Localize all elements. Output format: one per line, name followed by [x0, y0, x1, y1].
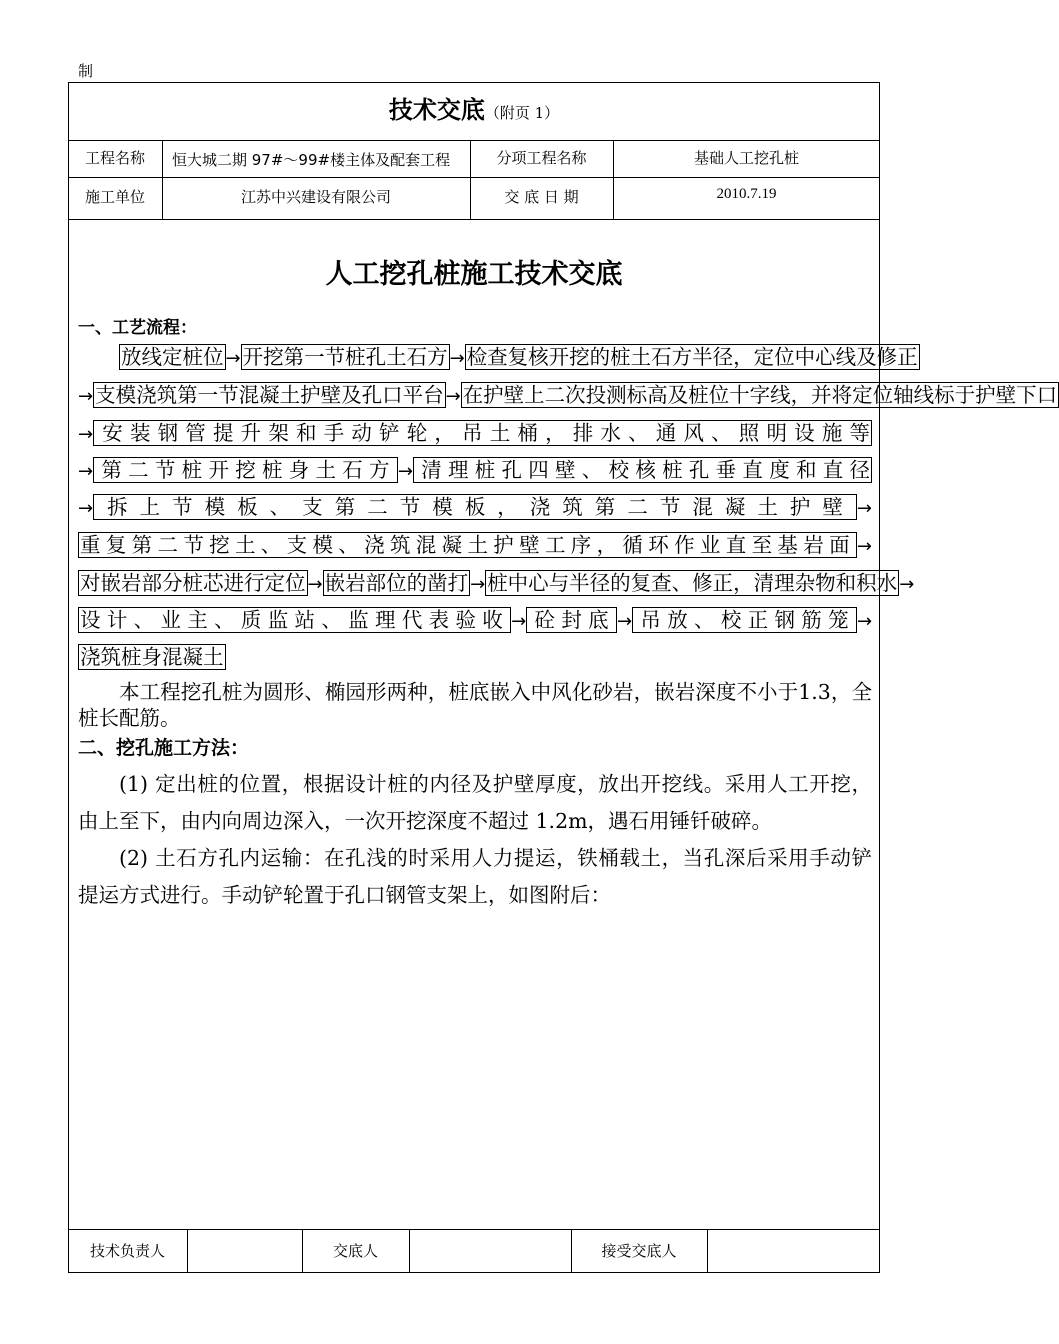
- arrow-icon: →: [899, 574, 915, 595]
- section2-title: 二、挖孔施工方法：: [78, 737, 250, 759]
- flow-step: 第二节桩开挖桩身土石方: [95, 458, 396, 482]
- arrow-icon: →: [856, 536, 872, 557]
- arrow-icon: →: [856, 498, 872, 519]
- arrow-icon: →: [397, 461, 413, 482]
- flow-step: 拆上节模板、支第二节模板，浇筑第二节混凝土护壁: [95, 495, 855, 519]
- discloser-label: 交底人: [332, 1242, 378, 1260]
- title-main: 技术交底: [388, 96, 485, 124]
- rule: [68, 219, 880, 220]
- rule: [707, 1229, 708, 1273]
- flow-line: [78, 342, 918, 372]
- flow-step: 在护壁上二次投测标高及桩位十字线，并将定位轴线标于护壁下口: [462, 383, 1058, 407]
- arrow-icon: →: [511, 611, 527, 632]
- arrow-icon: →: [78, 424, 94, 445]
- flow-step: 对嵌岩部分桩芯进行定位: [80, 571, 306, 595]
- arrow-icon: →: [856, 611, 873, 632]
- rule: [68, 1229, 880, 1230]
- arrow-icon: →: [449, 348, 465, 369]
- arrow-icon: →: [445, 386, 461, 407]
- flow-line: [78, 455, 872, 485]
- flow-step: 砼封底: [528, 608, 615, 632]
- section1-note: 本工程挖孔桩为圆形、椭园形两种，桩底嵌入中风化砂岩，嵌岩深度不小于1.3，全桩长配筋。: [78, 680, 872, 730]
- project-name-label: 工程名称: [84, 149, 145, 167]
- flow-step: 设计、业主、质监站、监理代表验收: [80, 608, 510, 632]
- contractor: 江苏中兴建设有限公司: [240, 188, 391, 206]
- flow-step: 支模浇筑第一节混凝土护壁及孔口平台: [95, 383, 444, 407]
- rule: [187, 1229, 188, 1273]
- section2-paragraph-1: (1) 定出桩的位置，根据设计桩的内径及护壁厚度，放出开挖线。采用人工开挖，由上至下，由内向周边深入，一次开挖深度不超过 1.2m，遇石用锤钎破碎。: [78, 772, 872, 833]
- sub-item: 基础人工挖孔桩: [693, 149, 799, 167]
- flow-step: 嵌岩部位的凿打: [324, 571, 469, 595]
- flow-line: [78, 605, 872, 635]
- arrow-icon: →: [78, 498, 94, 519]
- corner-mark: 制: [78, 62, 94, 80]
- flow-step: 浇筑桩身混凝土: [80, 645, 224, 669]
- arrow-icon: →: [616, 611, 633, 632]
- flow-line: [78, 642, 872, 672]
- rule: [409, 1229, 410, 1273]
- project-name: 恒大城二期 97#～99#楼主体及配套工程: [172, 151, 451, 169]
- flow-line: [78, 380, 1058, 410]
- flow-step: 检查复核开挖的桩土石方半径，定位中心线及修正: [466, 345, 918, 369]
- sub-item-label: 分项工程名称: [496, 149, 587, 167]
- flow-step: 安装钢管提升架和手动铲轮，吊土桶，排水、通风、照明设施等: [95, 421, 870, 445]
- arrow-icon: →: [225, 348, 241, 369]
- flow-step: 吊放、校正钢筋笼: [634, 608, 855, 632]
- rule: [68, 140, 880, 141]
- date: 2010.7.19: [716, 186, 777, 202]
- tech-lead-label: 技术负责人: [89, 1242, 165, 1260]
- flow-step: 放线定桩位: [121, 345, 224, 369]
- rule: [68, 177, 880, 178]
- section1-title: 一、工艺流程：: [78, 318, 197, 338]
- rule: [162, 140, 163, 219]
- contractor-label: 施工单位: [84, 188, 145, 206]
- flow-step: 桩中心与半径的复查、修正，清理杂物和积水: [487, 571, 898, 595]
- flow-step: 开挖第一节桩孔土石方: [242, 345, 448, 369]
- flow-line: [78, 492, 872, 522]
- flow-step: 重复第二节挖土、支模、浇筑混凝土护壁工序，循环作业直至基岩面: [80, 533, 855, 557]
- date-label: 交 底 日 期: [504, 188, 579, 206]
- title-sub: （附页 1）: [484, 104, 560, 122]
- receiver-label: 接受交底人: [601, 1242, 677, 1260]
- section2-paragraph-2: (2) 土石方孔内运输：在孔浅的时采用人力提运，铁桶载土，当孔深后采用手动铲提运方式进行。手动铲轮置于孔口钢管支架上，如图附后：: [78, 846, 872, 907]
- arrow-icon: →: [307, 574, 323, 595]
- arrow-icon: →: [78, 386, 94, 407]
- flow-line: [78, 418, 872, 448]
- flow-line: [78, 530, 872, 560]
- arrow-icon: →: [470, 574, 486, 595]
- flow-line: [78, 568, 915, 598]
- flow-step: 清理桩孔四壁、校核桩孔垂直度和直径: [414, 458, 871, 482]
- main-heading: 人工挖孔桩施工技术交底: [325, 259, 623, 290]
- arrow-icon: →: [78, 461, 94, 482]
- document-title: [68, 90, 880, 130]
